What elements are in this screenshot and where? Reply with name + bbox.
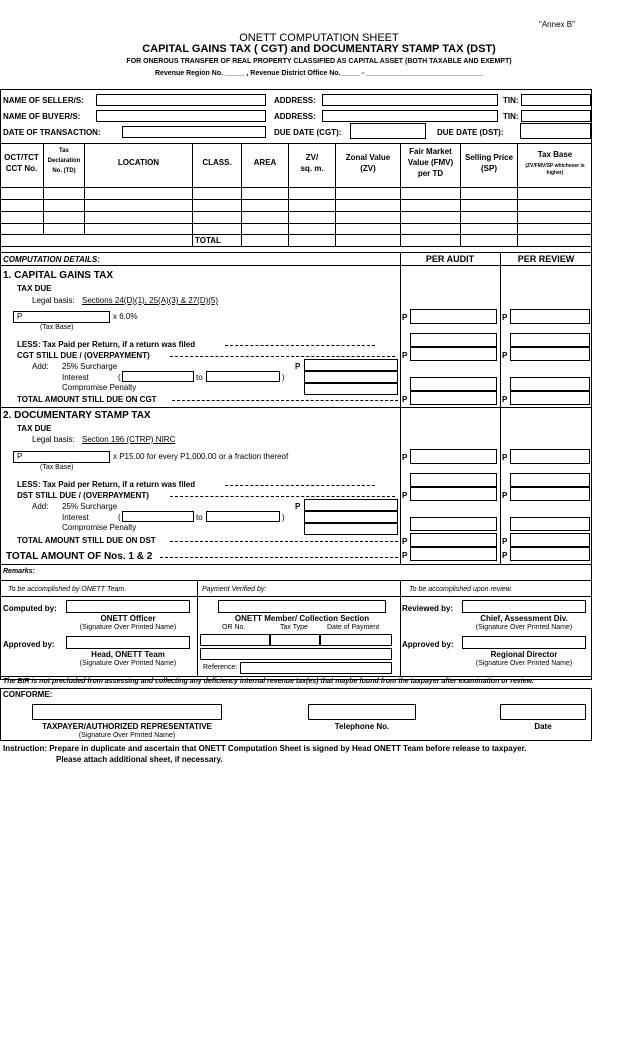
or-no-field[interactable] [200, 634, 270, 646]
cgt-compromise-field[interactable] [304, 383, 398, 395]
seller-tin-field[interactable] [521, 94, 591, 106]
cgt-audit-total-peso: P [402, 395, 408, 404]
table-col-divider [84, 143, 85, 235]
dst-total-leader [170, 541, 398, 542]
col-taxbase-note-2: higher) [546, 170, 564, 176]
approved-by-label: Approved by: [3, 640, 55, 649]
cgt-review-still-due-field[interactable] [510, 347, 590, 361]
cgt-total-leader [172, 400, 398, 401]
cgt-interest-close: ) [282, 373, 285, 382]
grand-review-total-field[interactable] [510, 547, 590, 561]
cgt-audit-total-field[interactable] [410, 391, 497, 405]
cgt-taxbase-caption: (Tax Base) [40, 324, 74, 331]
cgt-audit-peso: P [402, 313, 408, 322]
payment-verified-label: Payment Verified by: [202, 586, 267, 593]
dst-audit-penalty-field[interactable] [410, 517, 497, 531]
payment-verifier-field[interactable] [218, 600, 386, 613]
cgt-still-due-label: CGT STILL DUE / (OVERPAYMENT) [17, 351, 150, 360]
dst-audit-still-due-field[interactable] [410, 487, 497, 501]
computation-details-label: COMPUTATION DETAILS: [3, 255, 100, 264]
cgt-due-date-field[interactable] [350, 123, 426, 139]
col-location: LOCATION [117, 158, 160, 167]
cgt-due-date-label: DUE DATE (CGT): [274, 128, 342, 137]
cgt-compromise-label: Compromise Penalty [62, 383, 137, 392]
upon-review-note: To be accomplished upon review. [409, 586, 513, 593]
cgt-tax-due: TAX DUE [17, 284, 52, 293]
approved-by-signature-field[interactable] [66, 636, 190, 649]
cgt-section-bottom [0, 407, 592, 408]
dst-less-label: LESS: Tax Paid per Return, if a return was filed [17, 480, 196, 489]
signature-section-bottom [0, 676, 592, 677]
dst-surcharge-field[interactable] [304, 499, 398, 511]
onett-officer-sig-caption: (Signature Over Printed Name) [79, 624, 177, 631]
grand-total-leader [160, 557, 398, 558]
col-area: AREA [253, 158, 277, 167]
dst-review-taxdue-field[interactable] [510, 449, 590, 464]
cgt-review-total-field[interactable] [510, 391, 590, 405]
cgt-review-less-field[interactable] [510, 333, 590, 347]
dst-interest-open: ( [118, 513, 121, 522]
signature-note-divider [0, 596, 592, 597]
computed-by-label: Computed by: [3, 604, 57, 613]
col-oct: OCT/TCT [4, 153, 39, 162]
regional-director-title: Regional Director [490, 650, 558, 659]
chief-title: Chief, Assessment Div. [480, 614, 568, 623]
grand-audit-peso: P [402, 551, 408, 560]
col-sp-1: Selling Price [464, 153, 514, 162]
buyer-address-label: ADDRESS: [274, 112, 316, 121]
col-taxbase: Tax Base [537, 150, 573, 159]
cgt-taxbase-field[interactable] [13, 311, 110, 323]
col-zv-1: ZV/ [305, 153, 319, 162]
payment-date-field[interactable] [320, 634, 392, 646]
cgt-rate: x 6.0% [113, 312, 138, 321]
col-zonal-2: (ZV) [360, 164, 376, 173]
dst-rate: x P15.00 for every P1,000.00 or a fraction thereof [113, 452, 289, 461]
computation-header-bottom [0, 265, 592, 266]
cgt-legal-basis: Sections 24(D)(1), 25(A)(3) & 27(D)(5) [82, 296, 219, 305]
dst-less-leader [225, 485, 375, 486]
conforme-date-field[interactable] [500, 704, 586, 720]
dst-legal-basis: Section 196 (CTRP) NIRC [82, 435, 176, 444]
dst-review-peso: P [502, 453, 508, 462]
telephone-label: Telephone No. [334, 722, 390, 731]
per-review-divider [500, 252, 501, 564]
buyer-tin-label: TIN: [503, 112, 519, 121]
taxpayer-signature-field[interactable] [32, 704, 222, 720]
buyer-field[interactable] [96, 110, 266, 122]
dst-audit-total-field[interactable] [410, 533, 497, 547]
cgt-interest-field[interactable] [304, 371, 398, 383]
dst-review-less-field[interactable] [510, 473, 590, 487]
dst-interest-to: to [196, 513, 203, 522]
cgt-review-peso: P [502, 313, 508, 322]
reviewed-by-label: Reviewed by: [402, 604, 454, 613]
col-taxdec-2: Declaration [47, 158, 81, 164]
signature-col-divider [400, 580, 401, 676]
col-fmv-2: Value (FMV) [407, 158, 454, 167]
dst-due-date-field[interactable] [520, 123, 591, 139]
dst-due-date-label: DUE DATE (DST): [437, 128, 504, 137]
cgt-surcharge-peso: P [295, 362, 301, 371]
dst-audit-total-peso: P [402, 537, 408, 546]
chief-sig-caption: (Signature Over Printed Name) [475, 624, 573, 631]
table-header-bottom [0, 187, 592, 188]
dst-review-still-due-field[interactable] [510, 487, 590, 501]
dst-surcharge-peso: P [295, 502, 301, 511]
per-audit-header: PER AUDIT [425, 254, 475, 264]
form-scope: FOR ONEROUS TRANSFER OF REAL PROPERTY CLASSIFIED AS CAPITAL ASSET (BOTH TAXABLE AND EXEMPT) [126, 58, 512, 65]
table-total-bottom [0, 246, 592, 247]
instruction-line-2: Please attach additional sheet, if necessary. [56, 755, 223, 764]
dst-surcharge-label: 25% Surcharge [62, 502, 118, 511]
dst-audit-taxdue-field[interactable] [410, 449, 497, 464]
date-of-payment-label: Date of Payment [327, 624, 380, 631]
dst-legal-prefix: Legal basis: [32, 435, 75, 444]
dst-taxbase-field[interactable] [13, 451, 110, 463]
computed-by-signature-field[interactable] [66, 600, 190, 613]
dst-audit-less-field[interactable] [410, 473, 497, 487]
cgt-heading: 1. CAPITAL GAINS TAX [3, 270, 114, 281]
remarks-top [0, 564, 592, 565]
col-taxdec-3: No. (TD) [52, 168, 76, 174]
transaction-date-label: DATE OF TRANSACTION: [3, 128, 101, 137]
dst-taxbase-caption: (Tax Base) [40, 464, 74, 471]
dst-interest-label: Interest [62, 513, 89, 522]
cgt-review-total-peso: P [502, 395, 508, 404]
seller-field[interactable] [96, 94, 266, 106]
table-row-line [0, 234, 592, 235]
table-row-line [0, 199, 592, 200]
remarks-label: Remarks: [3, 568, 35, 575]
table-row-line [0, 211, 592, 212]
cgt-audit-still-peso: P [402, 351, 408, 360]
grand-total-label: TOTAL AMOUNT OF Nos. 1 & 2 [6, 551, 153, 562]
cgt-audit-penalty-field[interactable] [410, 377, 497, 391]
cgt-interest-label: Interest [62, 373, 89, 382]
onett-team-note: To be accomplished by ONETT Team. [8, 586, 127, 593]
tax-type-label: Tax Type [280, 624, 308, 631]
dst-heading: 2. DOCUMENTARY STAMP TAX [3, 410, 151, 421]
dst-review-total-field[interactable] [510, 533, 590, 547]
head-onett-title: Head, ONETT Team [91, 650, 165, 659]
form-title: ONETT COMPUTATION SHEET [239, 32, 399, 44]
reference-label: Reference: [203, 664, 238, 671]
seller-tin-label: TIN: [503, 96, 519, 105]
cgt-review-taxdue-field[interactable] [510, 309, 590, 324]
tax-type-field[interactable] [270, 634, 320, 646]
dst-compromise-label: Compromise Penalty [62, 523, 137, 532]
col-zv-2: sq. m. [300, 164, 324, 173]
col-sp-2: (SP) [481, 164, 497, 173]
taxpayer-title: TAXPAYER/AUTHORIZED REPRESENTATIVE [42, 722, 212, 731]
col-taxbase-note-1: (ZV/FMV/SP whichever is [525, 163, 585, 169]
col-class: CLASS. [202, 158, 232, 167]
seller-label: NAME OF SELLER/S: [3, 96, 84, 105]
annex-label: "Annex B" [539, 20, 575, 29]
table-total-label: TOTAL [195, 236, 221, 245]
conforme-label: CONFORME: [3, 690, 53, 699]
cgt-add-label: Add: [32, 362, 49, 371]
approved-by-review-label: Approved by: [402, 640, 454, 649]
dst-review-still-peso: P [502, 491, 508, 500]
cgt-interest-from-field[interactable] [122, 371, 194, 382]
cgt-legal-prefix: Legal basis: [32, 296, 75, 305]
head-onett-sig-caption: (Signature Over Printed Name) [79, 660, 177, 667]
cgt-audit-still-due-field[interactable] [410, 347, 497, 361]
col-taxdec-1: Tax [59, 148, 69, 154]
dst-interest-field[interactable] [304, 511, 398, 523]
cgt-review-still-peso: P [502, 351, 508, 360]
cgt-less-label: LESS: Tax Paid per Return, if a return was filed [17, 340, 196, 349]
cgt-audit-less-field[interactable] [410, 333, 497, 347]
taxpayer-sig-caption: (Signature Over Printed Name) [78, 732, 176, 739]
peso-sign: P [17, 452, 23, 461]
collection-member-title: ONETT Member/ Collection Section [234, 614, 370, 623]
signature-col-divider [197, 580, 198, 676]
per-audit-divider [400, 252, 401, 564]
dst-interest-to-field[interactable] [206, 511, 280, 522]
col-cct: CCT No. [5, 164, 38, 173]
table-col-divider [43, 143, 44, 235]
dst-tax-due: TAX DUE [17, 424, 52, 433]
or-no-label: OR No. [222, 624, 246, 631]
cgt-surcharge-field[interactable] [304, 359, 398, 371]
regional-director-signature-field[interactable] [462, 636, 586, 649]
peso-sign: P [17, 312, 23, 321]
table-top-border [0, 143, 592, 144]
dst-compromise-field[interactable] [304, 523, 398, 535]
cgt-less-leader [225, 345, 375, 346]
seller-address-field[interactable] [322, 94, 498, 106]
buyer-address-field[interactable] [322, 110, 498, 122]
instruction-line-1: Instruction: Prepare in duplicate and ascertain that ONETT Computation Sheet is signed by Head ONETT Team before release to taxpayer. [3, 744, 527, 753]
cgt-surcharge-label: 25% Surcharge [62, 362, 118, 371]
conforme-date-label: Date [534, 722, 552, 731]
cgt-review-penalty-field[interactable] [510, 377, 590, 391]
dst-total-label: TOTAL AMOUNT STILL DUE ON DST [17, 536, 156, 545]
dst-still-due-leader [170, 496, 395, 497]
buyer-tin-field[interactable] [521, 110, 591, 122]
form-subtitle: CAPITAL GAINS TAX ( CGT) and DOCUMENTARY STAMP TAX (DST) [142, 43, 496, 55]
reference-field[interactable] [240, 662, 392, 674]
col-zonal-1: Zonal Value [345, 153, 391, 162]
computation-top-border [0, 252, 592, 253]
telephone-field[interactable] [308, 704, 416, 720]
dst-review-penalty-field[interactable] [510, 517, 590, 531]
regional-director-sig-caption: (Signature Over Printed Name) [475, 660, 573, 667]
dst-audit-peso: P [402, 453, 408, 462]
buyer-label: NAME OF BUYER/S: [3, 112, 81, 121]
dst-still-due-label: DST STILL DUE / (OVERPAYMENT) [17, 491, 149, 500]
col-fmv-3: per TD [417, 169, 444, 178]
grand-audit-total-field[interactable] [410, 547, 497, 561]
cgt-still-due-leader [170, 356, 395, 357]
bir-disclaimer: The BIR is not precluded from assessing and collecting any deficiency internal revenue tax(es) that maybe found from the taxpayer after examination or review. [3, 678, 534, 685]
dst-interest-close: ) [282, 513, 285, 522]
cgt-interest-to-field[interactable] [206, 371, 280, 382]
cgt-audit-taxdue-field[interactable] [410, 309, 497, 324]
dst-review-total-peso: P [502, 537, 508, 546]
cgt-interest-to: to [196, 373, 203, 382]
payment-extra-field[interactable] [200, 648, 392, 660]
reviewed-by-signature-field[interactable] [462, 600, 586, 613]
revenue-region-line: Revenue Region No. _____ , Revenue District Office No._____ - ______________________________ [154, 70, 484, 77]
remarks-bottom [0, 580, 592, 581]
cgt-total-label: TOTAL AMOUNT STILL DUE ON CGT [17, 395, 157, 404]
cgt-interest-open: ( [118, 373, 121, 382]
col-fmv-1: Fair Market [409, 147, 452, 156]
per-review-header: PER REVIEW [517, 254, 575, 264]
grand-review-peso: P [502, 551, 508, 560]
dst-audit-still-peso: P [402, 491, 408, 500]
dst-interest-from-field[interactable] [122, 511, 194, 522]
table-row-line [0, 223, 592, 224]
seller-address-label: ADDRESS: [274, 96, 316, 105]
transaction-date-field[interactable] [122, 126, 266, 138]
onett-officer-title: ONETT Officer [100, 614, 156, 623]
dst-add-label: Add: [32, 502, 49, 511]
